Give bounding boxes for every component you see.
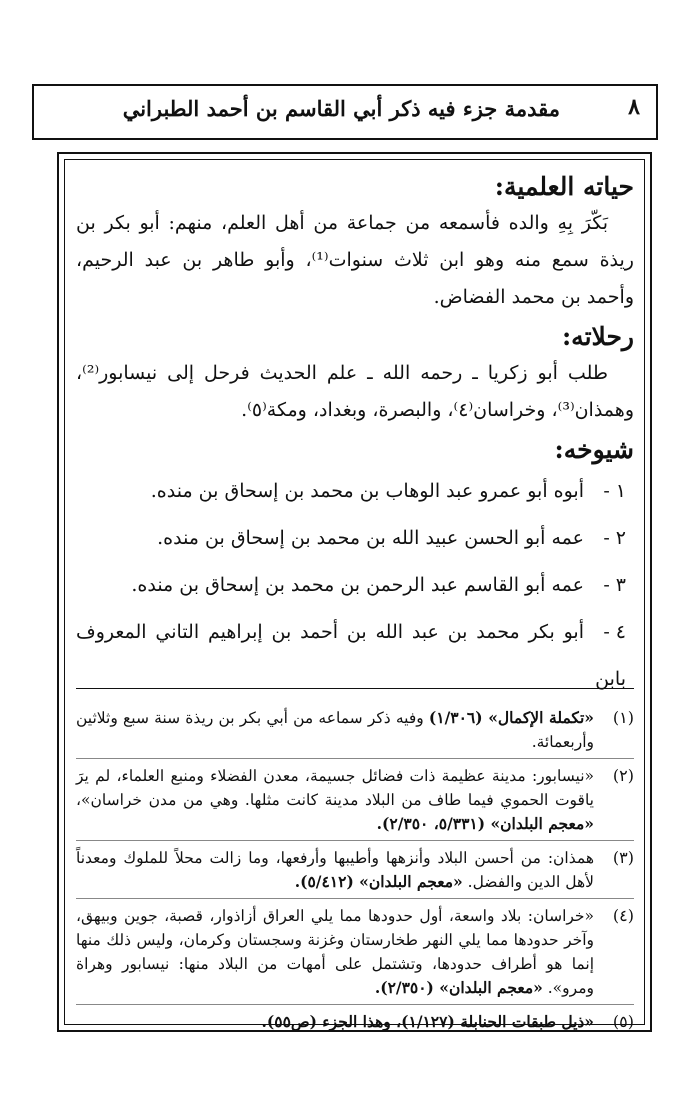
footnote-separator [76, 758, 634, 759]
running-header-title: مقدمة جزء فيه ذكر أبي القاسم بن أحمد الطبراني [122, 96, 560, 121]
list-item-number: ١ - [603, 480, 626, 502]
section-teachers [76, 435, 634, 703]
footnote-number: (٣) [612, 848, 634, 867]
section-heading: رحلاته: [561, 322, 634, 351]
footnote-number: (٥) [612, 1012, 634, 1031]
footnote-text [76, 846, 594, 894]
section-heading: حياته العلمية: [494, 172, 634, 201]
footnotes [76, 706, 634, 1038]
footnote-text [76, 904, 594, 1000]
list-item-number: ٢ - [603, 527, 626, 549]
footnote-source: «معجم البلدان» (٢/٣٥٠). [374, 978, 543, 997]
footnote-separator [76, 840, 634, 841]
main-content [76, 166, 634, 703]
list-item-text: أبو بكر محمد بن عبد الله بن أحمد بن إبراهيم التاني المعروف بابن [76, 621, 626, 690]
footnote-separator [76, 898, 634, 899]
page-number: ٨ [628, 94, 640, 120]
footnote-body: «نيسابور: مدينة عظيمة ذات فضائل جسيمة، معدن الفضلاء ومنبع العلماء، لم يرَ ياقوت الحموي فيما طاف من البلاد مدينة كانت مثلها. وهي من مدن خراسان»، [76, 767, 594, 809]
list-item [76, 468, 634, 515]
list-item-text: أبوه أبو عمرو عبد الوهاب بن محمد بن إسحاق بن منده. [150, 480, 584, 502]
list-item-number: ٣ - [603, 574, 626, 596]
footnote-divider [76, 688, 634, 689]
section-scholarly-life [76, 172, 634, 316]
footnote-body: «خراسان: بلاد واسعة، أول حدودها مما يلي العراق أزاذوار، قصبة، جوين وبيهق، وآخر حدودها مما يلي النهر طخارستان وغزنة وسجستان وكرمان، وليس ذلك منها إنما هو أطراف حدودها، وتشتمل على أمهات من البلاد منها: نيسابور وهراة ومرو». [76, 907, 594, 997]
footnote-number: (٢) [612, 766, 634, 785]
section-paragraph: طلب أبو زكريا ـ رحمه الله ـ علم الحديث فرحل إلى نيسابور⁽²⁾، وهمذان⁽³⁾، وخراسان⁽٤⁾، والبصرة، وبغداد، ومكة⁽٥⁾. [76, 362, 634, 421]
footnote-text [76, 1010, 594, 1034]
teachers-list [76, 468, 634, 703]
footnote-source: «معجم البلدان» (٥/٤١٢). [294, 872, 463, 891]
footnote [76, 904, 634, 1000]
footnote-text [76, 706, 594, 754]
footnote-number: (٤) [612, 906, 634, 925]
list-item-text: عمه أبو القاسم عبد الرحمن بن محمد بن إسحاق بن منده. [131, 574, 584, 596]
footnote [76, 1010, 634, 1034]
footnote [76, 846, 634, 894]
footnote [76, 764, 634, 836]
section-travels [76, 322, 634, 429]
footnote-source: «معجم البلدان» (٥/٣٣١، ٢/٣٥٠). [376, 814, 594, 833]
running-header [32, 84, 658, 140]
footnote-source: «ذيل طبقات الحنابلة (١/١٢٧)، وهذا الجزء (ص٥٥). [261, 1012, 594, 1031]
section-paragraph: بَكّرَ بِهِ والده فأسمعه من جماعة من أهل العلم، منهم: أبو بكر بن ريذة سمع منه وهو ابن ثلاث سنوات⁽¹⁾، وأبو طاهر بن عبد الرحيم، وأحمد بن محمد الفضاض. [76, 212, 634, 308]
footnote-number: (١) [612, 708, 634, 727]
footnote-body: وفيه ذكر سماعه من أبي بكر بن ريذة سنة سبع وثلاثين وأربعمائة. [76, 709, 594, 751]
footnote [76, 706, 634, 754]
list-item [76, 515, 634, 562]
list-item [76, 562, 634, 609]
footnote-separator [76, 1004, 634, 1005]
list-item-text: عمه أبو الحسن عبيد الله بن محمد بن إسحاق بن منده. [157, 527, 584, 549]
list-item-number: ٤ - [603, 621, 626, 643]
section-heading: شيوخه: [554, 435, 634, 464]
footnote-body: همذان: من أحسن البلاد وأنزهها وأطيبها وأرفعها، وما زالت محلاً للملوك ومعدناً لأهل الدين والفضل. [76, 849, 594, 891]
footnote-source: «تكملة الإكمال» (١/٣٠٦) [428, 708, 594, 727]
footnote-text [76, 764, 594, 836]
